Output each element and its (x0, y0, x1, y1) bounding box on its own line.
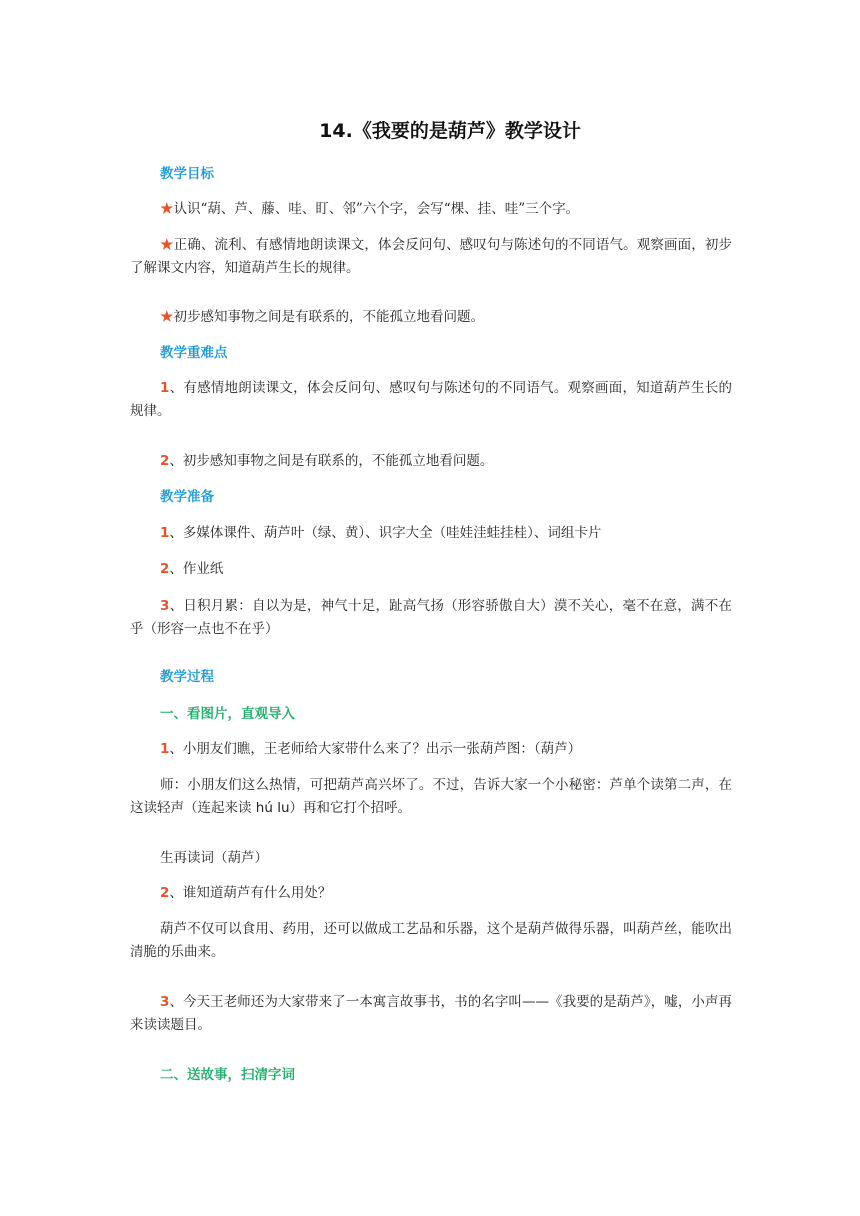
process-item (130, 882, 732, 905)
item-number: 3 (160, 994, 170, 1010)
teacher-text-end: ）再和它打个招呼。 (289, 800, 412, 816)
prep-item (130, 522, 732, 545)
part2-heading (130, 1064, 732, 1087)
item-number: 2 (160, 885, 170, 901)
prep-text: 、日积月累：自以为是，神气十足，趾高气扬（形容骄傲自大）漠不关心，毫不在意，满不在乎（形容一点也不在乎） (130, 598, 732, 637)
keypoint-item (130, 377, 732, 423)
teacher-text: 师：小朋友们这么热情，可把葫芦高兴坏了。不过，告诉大家一个小秘密：芦单个读第二声，在这读轻声（连起来读 (130, 777, 732, 816)
item-number: 1 (160, 741, 170, 757)
process-item (130, 738, 732, 761)
process-text: 、谁知道葫芦有什么用处？ (169, 885, 332, 901)
process-text: 、今天王老师还为大家带来了一本寓言故事书，书的名字叫——《我要的是葫芦》，嘘，小声再来读读题目。 (130, 994, 732, 1033)
keypoint-text: 、有感情地朗读课文，体会反问句、感叹句与陈述句的不同语气。观察画面，知道葫芦生长的规律。 (130, 380, 732, 419)
goal-text: 认识“葫、芦、藤、哇、盯、邻”六个字，会写“棵、挂、哇”三个字。 (173, 201, 580, 217)
goal-item (130, 198, 732, 221)
subsection-heading: 一、看图片，直观导入 (160, 706, 295, 722)
prep-text: 、作业纸 (169, 561, 224, 577)
section-goals (130, 163, 732, 186)
star-icon: ★ (160, 309, 174, 325)
document-title: 14.《我要的是葫芦》教学设计 (319, 120, 581, 142)
keypoint-text: 、初步感知事物之间是有联系的，不能孤立地看问题。 (169, 453, 494, 469)
section-process (130, 666, 732, 689)
section-heading: 教学准备 (160, 489, 214, 505)
section-keypoints (130, 342, 732, 365)
section-heading: 教学目标 (160, 166, 214, 182)
item-number: 2 (160, 561, 170, 577)
section-heading: 教学过程 (160, 669, 214, 685)
part1-heading (130, 703, 732, 726)
star-icon: ★ (160, 201, 174, 217)
prep-item (130, 558, 732, 581)
student-text: 生再读词（葫芦） (160, 850, 268, 866)
goal-text: 初步感知事物之间是有联系的，不能孤立地看问题。 (173, 309, 484, 325)
answer-text: 葫芦不仅可以食用、药用，还可以做成工艺品和乐器，这个是葫芦做得乐器，叫葫芦丝，能吹出清脆的乐曲来。 (130, 921, 732, 960)
goal-item (130, 306, 732, 329)
star-icon: ★ (160, 237, 174, 253)
item-number: 2 (160, 453, 170, 469)
process-text: 、小朋友们瞧，王老师给大家带什么来了？出示一张葫芦图：（葫芦） (169, 741, 582, 757)
prep-item (130, 595, 732, 641)
prep-text: 、多媒体课件、葫芦叶（绿、黄）、识字大全（哇娃洼蛙挂桂）、词组卡片 (169, 525, 602, 541)
pinyin-text: hú lu (255, 800, 290, 816)
student-paragraph (130, 847, 732, 870)
section-heading: 教学重难点 (160, 345, 228, 361)
item-number: 3 (160, 598, 170, 614)
goal-item (130, 234, 732, 280)
subsection-heading: 二、送故事，扫清字词 (160, 1067, 295, 1083)
keypoint-item (130, 450, 732, 473)
teacher-paragraph (130, 774, 732, 820)
process-item (130, 991, 732, 1037)
item-number: 1 (160, 380, 170, 396)
goal-text: 正确、流利、有感情地朗读课文，体会反问句、感叹句与陈述句的不同语气。观察画面，初步了解课文内容，知道葫芦生长的规律。 (130, 237, 733, 276)
answer-paragraph (130, 918, 732, 964)
item-number: 1 (160, 525, 170, 541)
section-preparation (130, 486, 732, 509)
